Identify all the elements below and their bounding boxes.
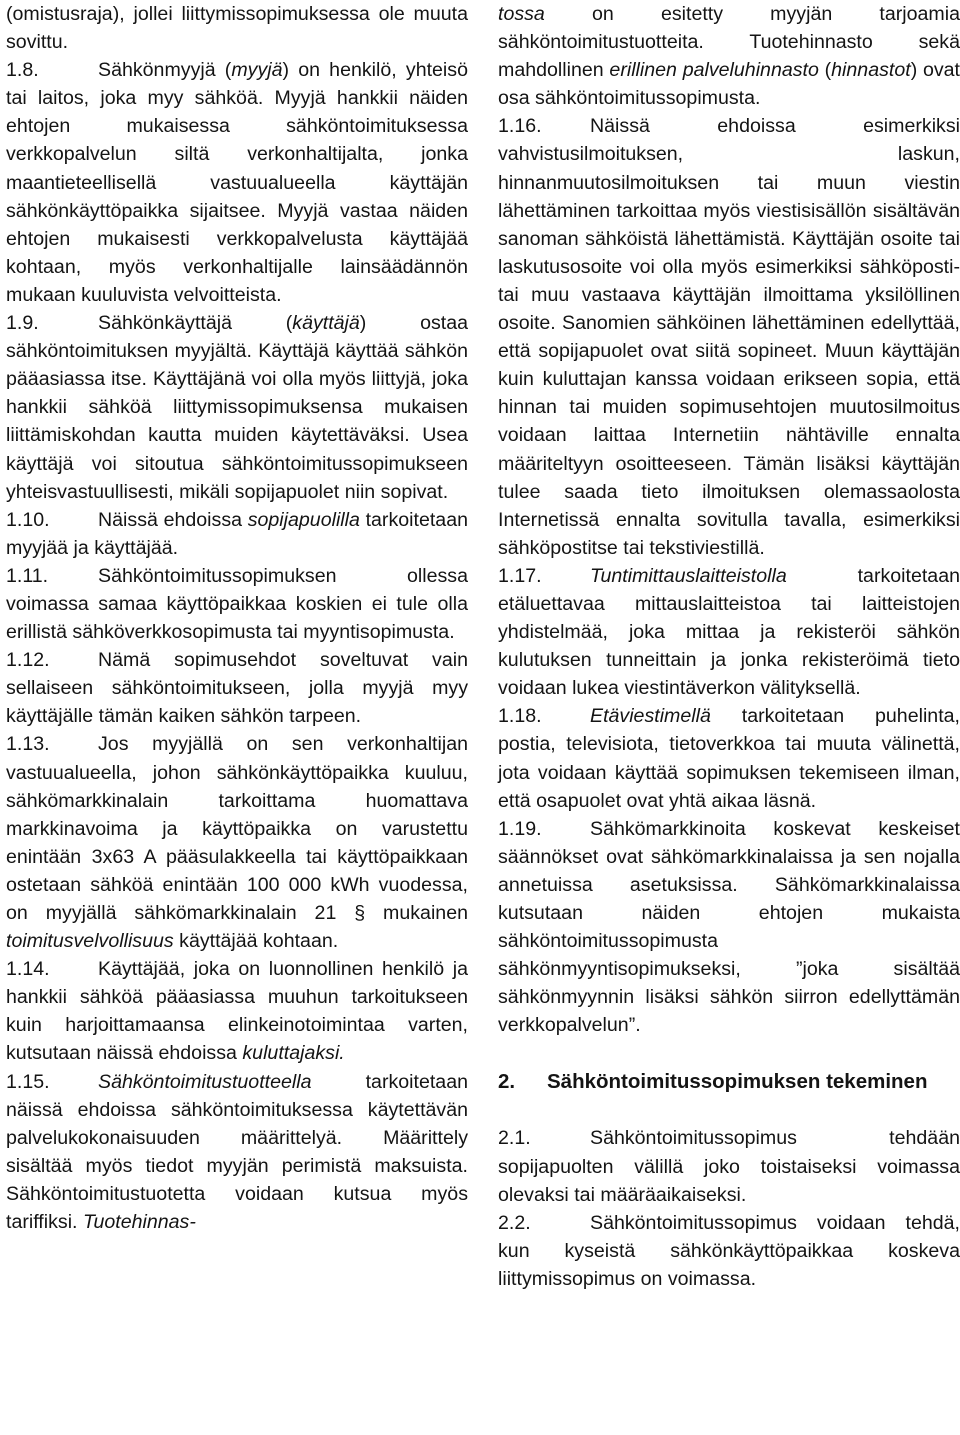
clause-number: 1.16. bbox=[498, 115, 542, 138]
clause-number: 1.11. bbox=[6, 564, 49, 587]
defined-term: erillinen palveluhinnasto bbox=[609, 59, 819, 82]
clause-text: on esitetty myyjän tarjoamia sähköntoimitustuotteita. Tuotehinnasto sekä mahdollinen bbox=[498, 3, 960, 82]
clause-text: Jos myyjällä on sen verkonhaltijan vastuualueella, johon sähkönkäyttöpaikka kuuluu, sähkömarkkinalain tarkoittama huomattava markkinavoima ja käyttöpaikka on varustettu enintään 3x63 A pääsulakkeella tai käyttöpaikkaan ostetaan sähköä enintään 100 000 kWh vuodessa, on myyjällä sähkömarkkinalain 21 § mukainen bbox=[6, 733, 468, 924]
paragraph-p-1-19 bbox=[498, 815, 960, 1040]
paragraph-p-1-11 bbox=[6, 562, 468, 646]
defined-term: Sähköntoimitustuotteella bbox=[98, 1070, 312, 1093]
clause-text: Sähkönmyyjä ( bbox=[98, 59, 232, 82]
paragraph-p-1-12 bbox=[6, 646, 468, 730]
left-column bbox=[6, 0, 468, 1236]
clause-text: Sähköntoimitussopimus tehdään sopijapuolten välillä joko toistaiseksi voimassa olevaksi tai määräaikaiseksi. bbox=[498, 1127, 960, 1206]
paragraph-p-1-9 bbox=[6, 309, 468, 506]
clause-text: käyttäjää kohtaan. bbox=[173, 930, 339, 953]
defined-term: toimitusvelvollisuus bbox=[6, 930, 174, 953]
paragraph-p-1-15 bbox=[6, 1068, 468, 1237]
clause-text: Käyttäjää, joka on luonnollinen henkilö ja hankkii sähköä pääasiassa muuhun tarkoitukseen kuin harjoittamaansa elinkeinotoimintaa varten, kutsutaan näissä ehdoissa bbox=[6, 958, 468, 1065]
clause-text: Nämä sopimusehdot soveltuvat vain sellaiseen sähköntoimitukseen, jolla myyjä myy käyttäjälle tämän kaiken sähkön tarpeen. bbox=[6, 649, 468, 728]
clause-number: 1.15. bbox=[6, 1070, 50, 1093]
defined-term: kuluttajaksi. bbox=[242, 1042, 345, 1065]
section-number: 2. bbox=[498, 1070, 516, 1094]
clause-text: ( bbox=[818, 59, 832, 82]
clause-text: Sähköntoimitussopimuksen ollessa voimassa samaa käyttöpaikkaa koskien ei tule olla erillistä sähköverkkosopimusta tai myyntisopimusta. bbox=[6, 564, 468, 644]
paragraph-p-1-17 bbox=[498, 562, 960, 702]
clause-text: Sähkönkäyttäjä ( bbox=[98, 312, 293, 335]
clause-number: 2.2. bbox=[498, 1211, 531, 1234]
clause-number: 2.1. bbox=[498, 1127, 531, 1150]
section-title: Sähköntoimitussopimuksen tekeminen bbox=[547, 1070, 928, 1094]
defined-term: myyjä bbox=[231, 59, 283, 82]
paragraph-p-1-15-cont bbox=[498, 0, 960, 112]
paragraph-p-1-13 bbox=[6, 730, 468, 955]
clause-number: 1.13. bbox=[6, 733, 50, 756]
section-heading bbox=[498, 1067, 960, 1096]
clause-text: tarkoitetaan puhelinta, postia, televisiota, tietoverkkoa tai muuta välinettä, jota voidaan käyttää sopimuksen tekemiseen ilman, että osapuolet ovat yhtä aikaa läsnä. bbox=[498, 705, 960, 812]
clause-text: tarkoitetaan etäluettavaa mittauslaitteistoa tai laitteistojen yhdistelmää, joka mittaa ja rekisteröi sähkön kulutuksen tunneittain ja jonka rekisteröimä tieto voidaan lukea viestintäverkon välityksellä. bbox=[498, 564, 960, 700]
clause-text: (omistusraja), jollei liittymissopimuksessa ole muuta sovittu. bbox=[6, 3, 468, 54]
paragraph-p-2-1 bbox=[498, 1124, 960, 1208]
paragraph-p-cont-1 bbox=[6, 0, 468, 56]
paragraph-p-2-2 bbox=[498, 1209, 960, 1293]
clause-text: Sähköntoimitussopimus voidaan tehdä, kun kyseistä sähkönkäyttöpaikkaa koskeva liittymissopimus on voimassa. bbox=[498, 1211, 960, 1290]
clause-number: 1.19. bbox=[498, 817, 542, 840]
defined-term: Etäviestimellä bbox=[590, 705, 711, 728]
paragraph-p-1-16 bbox=[498, 112, 960, 562]
clause-text: Näissä ehdoissa bbox=[98, 508, 248, 531]
clause-text: ) ovat osa sähköntoimitussopimusta. bbox=[498, 59, 960, 110]
clause-text: ) on henkilö, yhteisö tai laitos, joka myy sähköä. Myyjä hankkii näiden ehtojen mukaisessa sähköntoimituksessa verkkopalvelun siltä verkonhaltijalta, jonka maantieteellisellä vastuualueella käyttäjän sähkönkäyttöpaikka sijaitsee. Myyjä vastaa näiden ehtojen mukaisesti verkkopalvelusta käyttäjää kohtaan, myös verkonhaltijalle lainsäädännön mukaan kuuluvista velvoitteista. bbox=[6, 59, 468, 306]
clause-number: 1.17. bbox=[498, 564, 542, 587]
clause-text: tarkoitetaan näissä ehdoissa sähköntoimituksessa käytettävän palvelukokonaisuuden määrittelyä. Määrittely sisältää myös tiedot myyjän perimistä maksuista. Sähköntoimitustuotetta voidaan kutsua myös tariffiksi. bbox=[6, 1070, 468, 1234]
clause-number: 1.8. bbox=[6, 59, 39, 82]
clause-text: Sähkömarkkinoita koskevat keskeiset säännökset ovat sähkömarkkinalaissa ja sen nojalla annetuissa asetuksissa. Sähkömarkkinalaissa kutsutaan näiden ehtojen mukaista sähköntoimitussopimusta sähkönmyyntisopimukseksi, ”joka sisältää sähkönmyynnin lisäksi sähkön siirron edellyttämän verkkopalvelun”. bbox=[498, 817, 960, 1037]
defined-term: tossa bbox=[498, 3, 545, 25]
clause-number: 1.18. bbox=[498, 705, 542, 728]
right-column-terms bbox=[498, 0, 960, 1039]
clause-number: 1.14. bbox=[6, 958, 50, 981]
defined-term: käyttäjä bbox=[292, 312, 360, 335]
clause-text: Näissä ehdoissa esimerkiksi vahvistusilmoituksen, laskun, hinnanmuutosilmoituksen tai muun viestin lähettäminen tarkoittaa myös viestisisällön sisältävän sanoman sähköistä lähettämistä. Käyttäjän osoite tai laskutusosoite voi olla myös esimerkiksi sähköposti- tai muu vastaava käyttäjän ilmoittama yksilöllinen osoite. Sanomien sähköinen lähettäminen edellyttää, että sopijapuolet ovat siitä sopineet. Muun käyttäjän kuin kuluttajan kanssa voidaan erikseen sopia, että hinnan tai muiden sopimusehtojen muutosilmoitus voidaan laittaa Internetiin nähtäville ennalta määriteltyyn osoitteeseen. Tämän lisäksi käyttäjän tulee saada tieto ilmoituksen olemassaolosta Internetissä ennalta sovitulla tavalla, esimerkiksi sähköpostitse tai tekstiviestillä. bbox=[498, 115, 960, 559]
clause-number: 1.12. bbox=[6, 649, 50, 672]
right-column bbox=[498, 0, 960, 1293]
paragraph-p-1-8 bbox=[6, 56, 468, 309]
paragraph-p-1-14 bbox=[6, 955, 468, 1067]
defined-term: hinnastot bbox=[831, 59, 911, 82]
right-column-section-2 bbox=[498, 1124, 960, 1293]
defined-term: sopijapuolilla bbox=[247, 508, 360, 531]
paragraph-p-1-10 bbox=[6, 506, 468, 562]
clause-text: tarkoitetaan myyjää ja käyttäjää. bbox=[6, 508, 468, 559]
defined-term: Tuotehinnas- bbox=[82, 1211, 196, 1234]
defined-term: Tuntimittauslaitteistolla bbox=[590, 564, 787, 587]
paragraph-p-1-18 bbox=[498, 702, 960, 814]
clause-text: ) ostaa sähköntoimituksen myyjältä. Käyttäjä käyttää sähkön pääasiassa itse. Käyttäjänä voi olla myös liittyjä, joka hankkii sähköä liittymissopimuksensa mukaisen liittämiskohdan kautta muiden käytettäväksi. Usea käyttäjä voi sitoutua sähköntoimitussopimukseen yhteisvastuullisesti, mikäli sopijapuolet niin sopivat. bbox=[6, 312, 469, 503]
clause-number: 1.10. bbox=[6, 508, 50, 531]
clause-number: 1.9. bbox=[6, 312, 39, 335]
